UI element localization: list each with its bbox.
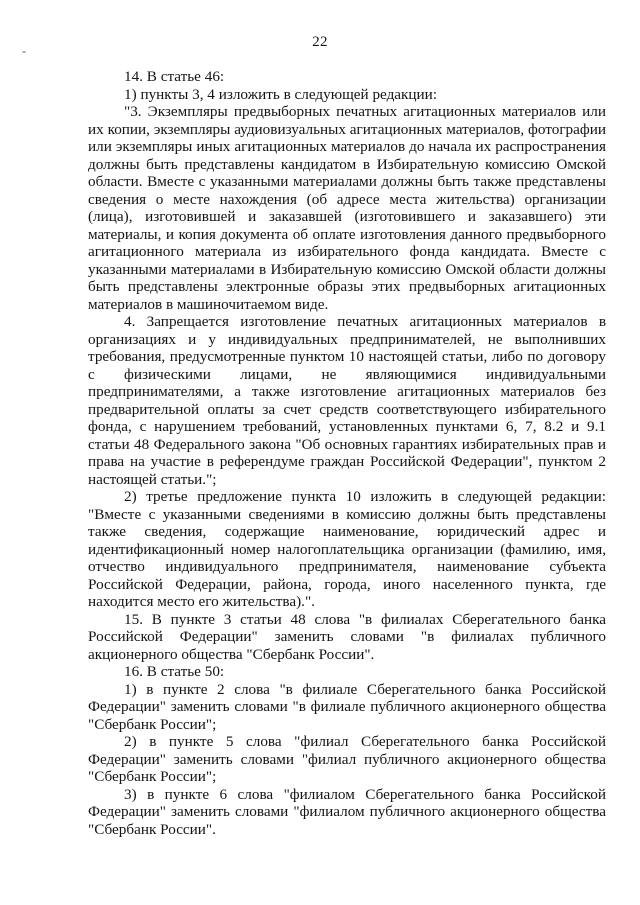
paragraph-item-10-amendment: 2) третье предложение пункта 10 изложить в следующей редакции: "Вместе с указанными сведениями в комиссию должны быть представлены также сведения, содержащие наименование, юридический адрес и идентификационный номер налогоплательщика организации (фамилию, имя, отчество индивидуального предпринимателя, наименование субъекта Российской Федерации, района, города, иного населенного пункта, где находится место его жительства).". [88,488,606,610]
paragraph-article-50-item-3: 3) в пункте 6 слова "филиалом Сберегательного банка Российской Федерации" заменить словами "филиалом публичного акционерного общества "Сбербанк России". [88,785,606,838]
paragraph-article-50-item-1: 1) в пункте 2 слова "в филиале Сберегательного банка Российской Федерации" заменить словами "в филиале публичного акционерного общества "Сбербанк России"; [88,680,606,733]
paragraph-article-50-heading: 16. В статье 50: [124,663,225,680]
document-body [88,68,606,838]
margin-mark: - [22,44,26,58]
paragraph-item-3: "3. Экземпляры предвыборных печатных агитационных материалов или их копии, экземпляры аудиовизуальных агитационных материалов, фотографии или экземпляры иных агитационных материалов до начала их распространения должны быть представлены кандидатом в Избирательную комиссию Омской области. Вместе с указанными материалами должны быть также представлены сведения о месте нахождения (об адресе места жительства) организации (лица), изготовившей и заказавшей (изготовившего и заказавшего) эти материалы, и копия документа об оплате изготовления данного предвыборного агитационного материала из избирательного фонда кандидата. Вместе с указанными материалами в Избирательную комиссию Омской области должны быть представлены электронные образы этих предвыборных агитационных материалов в машиночитаемом виде. [88,103,606,313]
paragraph-item-4: 4. Запрещается изготовление печатных агитационных материалов в организациях и у индивидуальных предпринимателей, не выполнивших требования, предусмотренные пунктом 10 настоящей статьи, либо по договору с физическими лицами, не являющимися индивидуальными предпринимателями, а также изготовление агитационных материалов без предварительной оплаты за счет средств соответствующего избирательного фонда, с нарушением требований, установленных пунктами 6, 7, 8.2 и 9.1 статьи 48 Федерального закона "Об основных гарантиях избирательных прав и права на участие в референдуме граждан Российской Федерации", пунктом 2 настоящей статьи."; [88,313,606,488]
paragraph-items-3-4-intro: 1) пункты 3, 4 изложить в следующей редакции: [124,85,438,103]
paragraph-article-46-heading: 14. В статье 46: [124,68,225,85]
paragraph-article-48: 15. В пункте 3 статьи 48 слова "в филиалах Сберегательного банка Российской Федерации" заменить словами "в филиалах публичного акционерного общества "Сбербанк России". [88,610,606,663]
page-number: 22 [312,34,328,50]
paragraph-article-50-item-2: 2) в пункте 5 слова "филиал Сберегательного банка Российской Федерации" заменить словами "филиал публичного акционерного общества "Сбербанк России"; [88,733,606,785]
